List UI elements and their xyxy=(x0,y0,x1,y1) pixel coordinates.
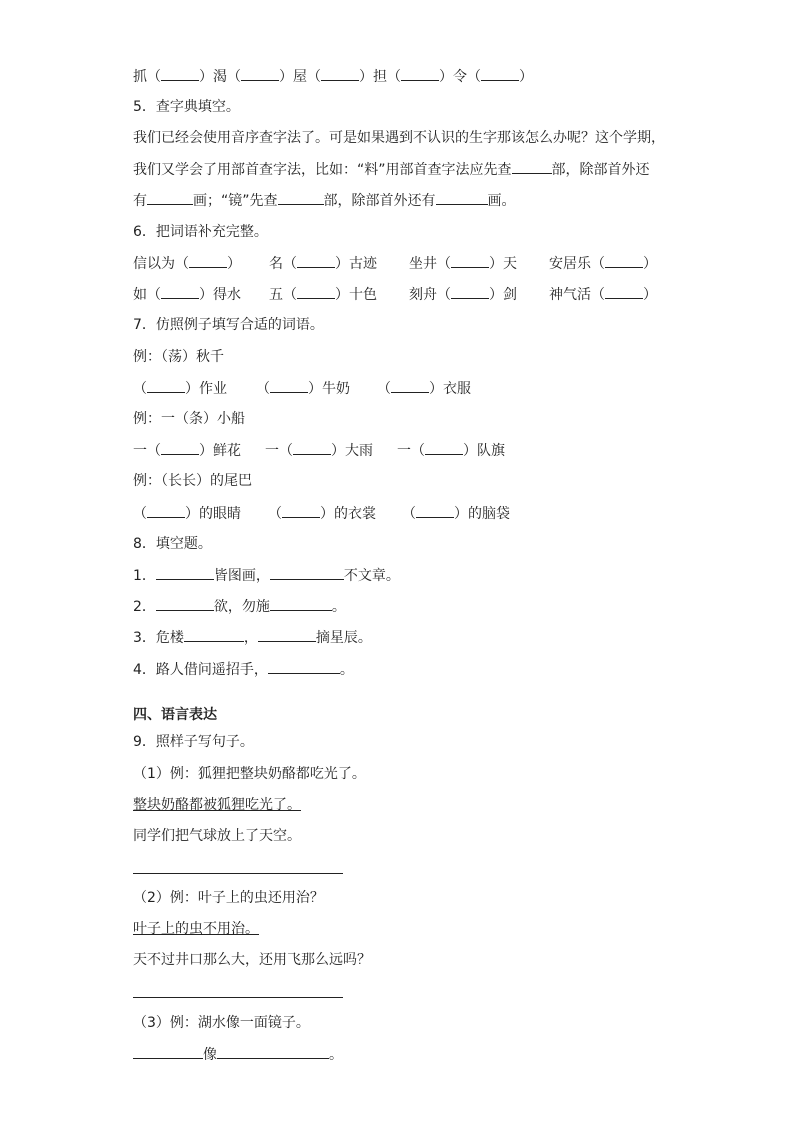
question-9-title: 9．照样子写句子。 xyxy=(133,734,254,750)
question-5-title: 5．查字典填空。 xyxy=(133,99,240,115)
fill-line-4: 4．路人借问遥招手， 。 xyxy=(133,659,354,680)
sentence-2-example: （2）例：叶子上的虫还用治？ xyxy=(133,890,324,906)
answer-blank[interactable] xyxy=(156,565,214,580)
word-item: 一（ ）鲜花 xyxy=(133,440,265,461)
sentence-1-example: （1）例：狐狸把整块奶酪都吃光了。 xyxy=(133,766,366,782)
answer-blank[interactable] xyxy=(270,378,308,393)
question-6-title: 6．把词语补充完整。 xyxy=(133,224,268,240)
char-4: 担 xyxy=(373,69,387,85)
answer-line[interactable] xyxy=(133,873,343,874)
answer-blank[interactable] xyxy=(258,627,316,642)
answer-blank[interactable] xyxy=(161,66,199,81)
question-7-title: 7．仿照例子填写合适的词语。 xyxy=(133,317,324,333)
idiom-item: 五（ ）十色 xyxy=(269,284,409,305)
answer-blank[interactable] xyxy=(481,66,519,81)
word-row-3 xyxy=(133,503,510,524)
idiom-item: 如（ ）得水 xyxy=(133,284,269,305)
word-item: 一（ ）大雨 xyxy=(265,440,397,461)
answer-blank[interactable] xyxy=(161,284,199,299)
answer-blank[interactable] xyxy=(270,596,332,611)
answer-blank[interactable] xyxy=(147,378,185,393)
answer-blank[interactable] xyxy=(217,1044,329,1059)
idiom-item: 坐井（ ）天 xyxy=(409,253,549,274)
idiom-row-1 xyxy=(133,253,657,274)
answer-blank[interactable] xyxy=(270,565,344,580)
answer-blank[interactable] xyxy=(451,284,489,299)
answer-blank[interactable] xyxy=(161,440,199,455)
word-item: （ ）的眼睛 xyxy=(133,503,268,524)
char-3: 屋 xyxy=(293,69,307,85)
answer-blank[interactable] xyxy=(282,503,320,518)
idiom-item: 信以为（ ） xyxy=(133,253,269,274)
answer-blank[interactable] xyxy=(147,503,185,518)
word-item: （ ）作业 xyxy=(133,378,256,399)
word-row-1 xyxy=(133,378,471,399)
question-8-title: 8．填空题。 xyxy=(133,536,212,552)
idiom-item: 安居乐（ ） xyxy=(549,256,657,272)
fill-line-3: 3．危楼 ， 摘星辰。 xyxy=(133,627,372,648)
answer-blank[interactable] xyxy=(416,503,454,518)
sentence-3-fill: 像 。 xyxy=(133,1044,343,1065)
answer-blank[interactable] xyxy=(451,253,489,268)
example-2: 例：一（条）小船 xyxy=(133,411,245,427)
answer-blank[interactable] xyxy=(147,190,193,205)
answer-blank[interactable] xyxy=(512,159,552,174)
answer-blank[interactable] xyxy=(425,440,463,455)
answer-blank[interactable] xyxy=(605,284,643,299)
idiom-item: 刻舟（ ）剑 xyxy=(409,284,549,305)
sentence-1-answer: 整块奶酪都被狐狸吃光了。 xyxy=(133,797,301,813)
answer-blank[interactable] xyxy=(401,66,439,81)
question-5-line-1: 我们已经会使用音序查字法了。可是如果遇到不认识的生字那该怎么办呢？这个学期， xyxy=(133,130,665,146)
answer-blank[interactable] xyxy=(321,66,359,81)
answer-blank[interactable] xyxy=(297,284,335,299)
char-5: 令 xyxy=(453,69,467,85)
example-1: 例：（荡）秋千 xyxy=(133,349,224,365)
section-heading: 四、语言表达 xyxy=(133,707,217,723)
answer-blank[interactable] xyxy=(156,596,214,611)
answer-blank[interactable] xyxy=(605,253,643,268)
word-item: （ ）的脑袋 xyxy=(402,506,510,522)
answer-blank[interactable] xyxy=(184,627,244,642)
idiom-item: 名（ ）古迹 xyxy=(269,253,409,274)
example-3: 例：（长长）的尾巴 xyxy=(133,473,252,489)
char-1: 抓 xyxy=(133,69,147,85)
answer-blank[interactable] xyxy=(278,190,324,205)
word-row-2 xyxy=(133,440,505,461)
answer-blank[interactable] xyxy=(293,440,331,455)
fill-line-2: 2． 欲，勿施 。 xyxy=(133,596,346,617)
sentence-3-example: （3）例：湖水像一面镜子。 xyxy=(133,1015,310,1031)
answer-blank[interactable] xyxy=(268,659,340,674)
sentence-2-question: 天不过井口那么大，还用飞那么远吗？ xyxy=(133,952,371,968)
answer-blank[interactable] xyxy=(189,253,227,268)
answer-blank[interactable] xyxy=(133,1044,203,1059)
word-item: （ ）牛奶 xyxy=(256,378,377,399)
char-fill-row: 抓（ ）渴（ ）屋（ ）担（ ）令（ ） xyxy=(133,66,533,87)
answer-blank[interactable] xyxy=(391,378,429,393)
fill-line-1: 1． 皆图画， 不文章。 xyxy=(133,565,400,586)
char-2: 渴 xyxy=(213,69,227,85)
word-item: （ ）的衣裳 xyxy=(268,503,402,524)
answer-line[interactable] xyxy=(133,997,343,998)
answer-blank[interactable] xyxy=(436,190,488,205)
question-5-line-2: 我们又学会了用部首查字法，比如：“料”用部首查字法应先查 部，除部首外还 xyxy=(133,159,650,180)
word-item: （ ）衣服 xyxy=(377,381,471,397)
word-item: 一（ ）队旗 xyxy=(397,443,505,459)
answer-blank[interactable] xyxy=(297,253,335,268)
sentence-1-question: 同学们把气球放上了天空。 xyxy=(133,828,301,844)
question-5-line-3: 有 画；“镜”先查 部，除部首外还有 画。 xyxy=(133,190,516,211)
idiom-row-2 xyxy=(133,284,657,305)
answer-blank[interactable] xyxy=(241,66,279,81)
sentence-2-answer: 叶子上的虫不用治。 xyxy=(133,921,259,937)
idiom-item: 神气活（ ） xyxy=(549,287,657,303)
